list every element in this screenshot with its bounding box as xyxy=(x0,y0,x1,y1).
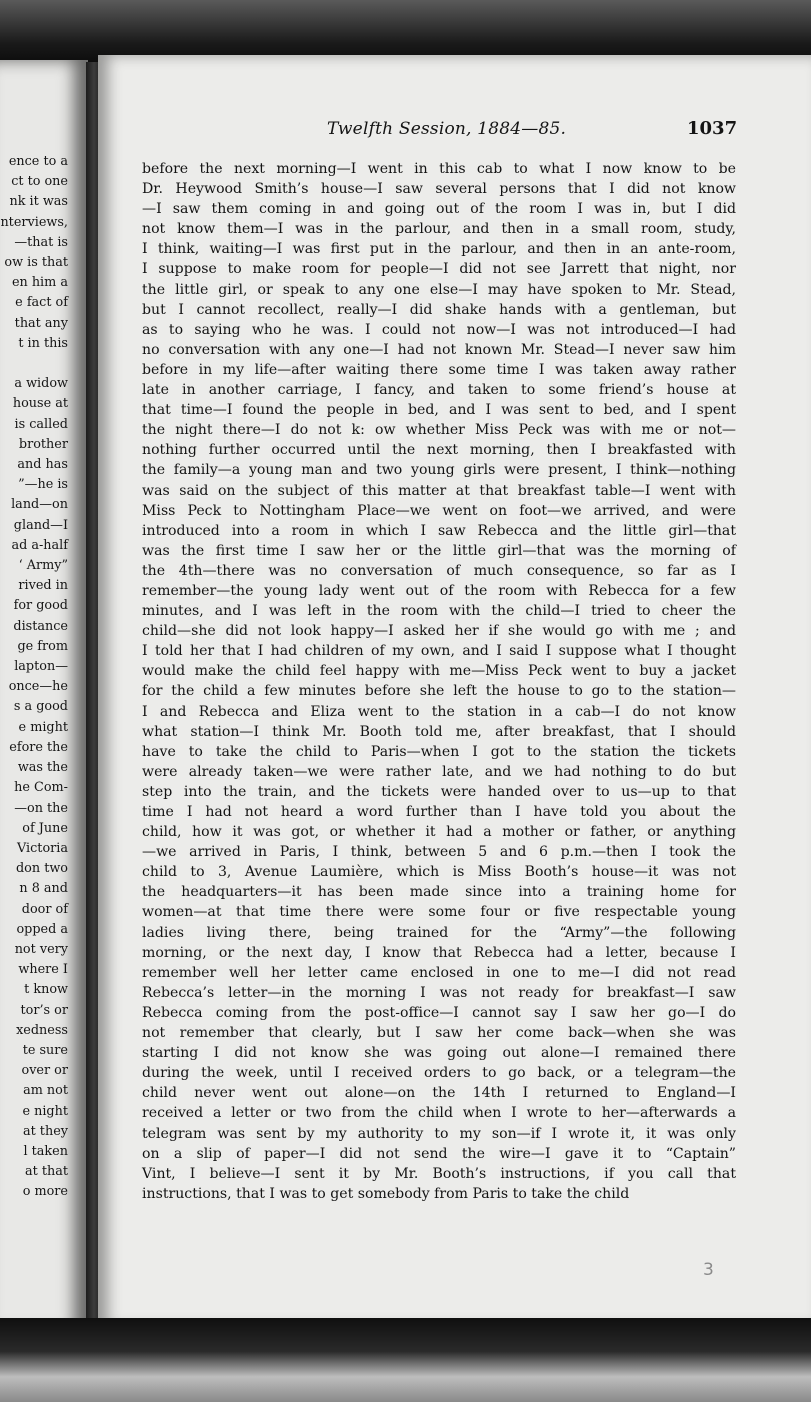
left-page-line: house at xyxy=(12,396,68,412)
left-page-line: te sure xyxy=(22,1042,68,1058)
left-page-line: brother xyxy=(18,436,68,452)
text-line: telegram was sent by my authority to my son—if I wrote it, it was only xyxy=(142,1125,736,1142)
text-line: I and Rebecca and Eliza went to the station in a cab—I do not know xyxy=(142,703,736,720)
left-page-line: Victoria xyxy=(17,840,68,856)
text-line: minutes, and I was left in the room with the child—I tried to cheer the xyxy=(142,603,736,620)
text-line: would make the child feel happy with me—Miss Peck went to buy a jacket xyxy=(142,663,736,680)
text-line: child to 3, Avenue Laumière, which is Miss Booth’s house—it was not xyxy=(142,864,736,881)
left-page-line: ”—he is xyxy=(18,477,68,493)
text-line: on a slip of paper—I did not send the wire—I gave it to “Captain” xyxy=(142,1145,736,1162)
left-page-line: l taken xyxy=(23,1143,68,1159)
left-page-line: t know xyxy=(24,982,68,998)
text-line: the 4th—there was no conversation of much consequence, so far as I xyxy=(142,562,736,579)
text-line: the little girl, or speak to any one else—I may have spoken to Mr. Stead, xyxy=(142,281,736,298)
left-page-line: once—he xyxy=(8,679,68,695)
left-page-line: ge from xyxy=(17,638,68,654)
left-page-line: lapton— xyxy=(14,659,68,675)
left-page-line xyxy=(0,354,68,374)
left-page-line: door of xyxy=(21,901,68,917)
text-line: morning, or the next day, I know that Rebecca had a letter, because I xyxy=(142,944,736,961)
left-page-line: for good xyxy=(13,598,68,614)
text-line: Miss Peck to Nottingham Place—we went on foot—we arrived, and were xyxy=(142,502,736,519)
left-page-line: e might xyxy=(18,719,68,735)
text-line: for the child a few minutes before she left the house to go to the station— xyxy=(142,683,736,700)
text-line: not remember that clearly, but I saw her come back—when she was xyxy=(142,1025,736,1042)
text-line: remember well her letter came enclosed in one to me—I did not read xyxy=(142,964,736,981)
left-page-line: ct to one xyxy=(11,174,68,190)
text-line: not know them—I was in the parlour, and then in a small room, study, xyxy=(142,221,736,238)
text-line: child, how it was got, or whether it had a mother or father, or anything xyxy=(142,824,736,841)
left-page-text xyxy=(0,152,68,1203)
text-line: that time—I found the people in bed, and I was sent to bed, and I spent xyxy=(142,402,736,419)
left-page-line: s a good xyxy=(13,699,68,715)
text-line: I think, waiting—I was first put in the parlour, and then in an ante-room, xyxy=(142,241,736,258)
film-border-bottom xyxy=(0,1318,811,1402)
text-line: I suppose to make room for people—I did not see Jarrett that night, nor xyxy=(142,261,736,278)
left-page-line: ow is that xyxy=(4,255,68,271)
text-line: no conversation with any one—I had not known Mr. Stead—I never saw him xyxy=(142,341,736,358)
text-line: have to take the child to Paris—when I got to the station the tickets xyxy=(142,743,736,760)
text-line: step into the train, and the tickets were handed over to us—up to that xyxy=(142,783,736,800)
text-line: child never went out alone—on the 14th I returned to England—I xyxy=(142,1085,736,1102)
left-page-line: opped a xyxy=(16,921,68,937)
left-page-line: not very xyxy=(14,941,68,957)
left-page-line: land—on xyxy=(11,497,68,513)
text-line: —I saw them coming in and going out of the room I was in, but I did xyxy=(142,201,736,218)
text-line: remember—the young lady went out of the room with Rebecca for a few xyxy=(142,582,736,599)
text-line: I told her that I had children of my own, and I said I suppose what I thought xyxy=(142,643,736,660)
left-page-line: over or xyxy=(21,1063,68,1079)
text-line: introduced into a room in which I saw Rebecca and the little girl—that xyxy=(142,522,736,539)
margin-note: 3 xyxy=(703,1260,714,1280)
left-page-line: that any xyxy=(14,315,68,331)
text-line: before the next morning—I went in this cab to what I now know to be xyxy=(142,161,736,177)
left-page-line: e fact of xyxy=(15,295,68,311)
left-page-line: nk it was xyxy=(9,194,68,210)
left-page-line: where I xyxy=(18,962,68,978)
left-page-line: a widow xyxy=(14,376,68,392)
left-page-line: rived in xyxy=(18,578,68,594)
left-page-line: —that is xyxy=(14,234,68,250)
running-title: Twelfth Session, 1884—85. xyxy=(327,119,567,139)
left-page xyxy=(0,60,88,1332)
left-page-line: am not xyxy=(23,1083,68,1099)
left-page-line: ad a-half xyxy=(11,537,68,553)
text-line: nothing further occurred until the next morning, then I breakfasted with xyxy=(142,442,736,459)
text-line: Dr. Heywood Smith’s house—I saw several persons that I did not know xyxy=(142,181,736,198)
page-number: 1037 xyxy=(687,118,738,139)
left-page-line: xedness xyxy=(16,1022,68,1038)
text-line: as to saying who he was. I could not now—I was not introduced—I had xyxy=(142,321,736,338)
text-line: the headquarters—it has been made since into a training home for xyxy=(142,884,736,901)
film-border-top xyxy=(0,0,811,62)
text-line: was said on the subject of this matter at that breakfast table—I went with xyxy=(142,482,736,499)
text-line: was the first time I saw her or the little girl—that was the morning of xyxy=(142,542,736,559)
text-line: during the week, until I received orders to go back, or a telegram—the xyxy=(142,1065,736,1082)
text-line: the night there—I do not k: ow whether Miss Peck was with me or not— xyxy=(142,422,736,439)
text-line: Rebecca’s letter—in the morning I was not ready for breakfast—I saw xyxy=(142,984,736,1001)
left-page-line: ‘ Army” xyxy=(18,558,68,574)
text-line: instructions, that I was to get somebody from Paris to take the child xyxy=(142,1185,630,1202)
left-page-line: nterviews, xyxy=(0,214,68,230)
left-page-line: at they xyxy=(22,1123,68,1139)
left-page-line: don two xyxy=(15,861,68,877)
left-page-line: and has xyxy=(17,457,68,473)
left-page-line: —on the xyxy=(14,800,68,816)
running-header xyxy=(98,115,811,143)
text-line: received a letter or two from the child when I wrote to her—afterwards a xyxy=(142,1105,736,1122)
text-line: Rebecca coming from the post-office—I cannot say I saw her go—I do xyxy=(142,1004,736,1021)
text-line: —we arrived in Paris, I think, between 5 and 6 p.m.—then I took the xyxy=(142,844,736,861)
left-page-line: ence to a xyxy=(8,154,68,169)
right-page xyxy=(98,55,811,1327)
left-page-line: was the xyxy=(17,760,68,776)
left-page-line: gland—I xyxy=(13,517,68,533)
text-line: child—she did not look happy—I asked her if she would go with me ; and xyxy=(142,623,736,640)
text-line: time I had not heard a word further than I have told you about the xyxy=(142,804,736,820)
text-line: late in another carriage, I fancy, and taken to some friend’s house at xyxy=(142,382,736,399)
left-page-line: efore the xyxy=(9,739,68,755)
left-page-line: e night xyxy=(22,1103,68,1119)
left-page-line: at that xyxy=(25,1164,68,1180)
left-page-line: distance xyxy=(13,618,68,634)
left-page-line: t in this xyxy=(18,335,68,351)
text-line: but I cannot recollect, really—I did shake hands with a gentleman, but xyxy=(142,301,736,318)
text-line: ladies living there, being trained for the “Army”—the following xyxy=(142,924,736,941)
text-line: were already taken—we were rather late, and we had nothing to do but xyxy=(142,763,736,780)
left-page-line: is called xyxy=(14,416,68,432)
text-line: women—at that time there were some four or five respectable young xyxy=(142,904,736,921)
body-text xyxy=(142,159,736,1204)
text-line: Vint, I believe—I sent it by Mr. Booth’s instructions, if you call that xyxy=(142,1165,736,1182)
left-page-line: tor’s or xyxy=(20,1002,68,1018)
left-page-line: he Com- xyxy=(14,780,68,796)
left-page-line: o more xyxy=(22,1184,68,1200)
text-line: starting I did not know she was going out alone—I remained there xyxy=(142,1045,736,1062)
left-page-line: en him a xyxy=(11,275,68,291)
text-line: the family—a young man and two young girls were present, I think—nothing xyxy=(142,462,736,479)
left-page-line: of June xyxy=(22,820,68,836)
text-line: before in my life—after waiting there some time I was taken away rather xyxy=(142,361,736,378)
left-page-line: n 8 and xyxy=(19,881,68,897)
text-line: what station—I think Mr. Booth told me, after breakfast, that I should xyxy=(142,723,736,740)
